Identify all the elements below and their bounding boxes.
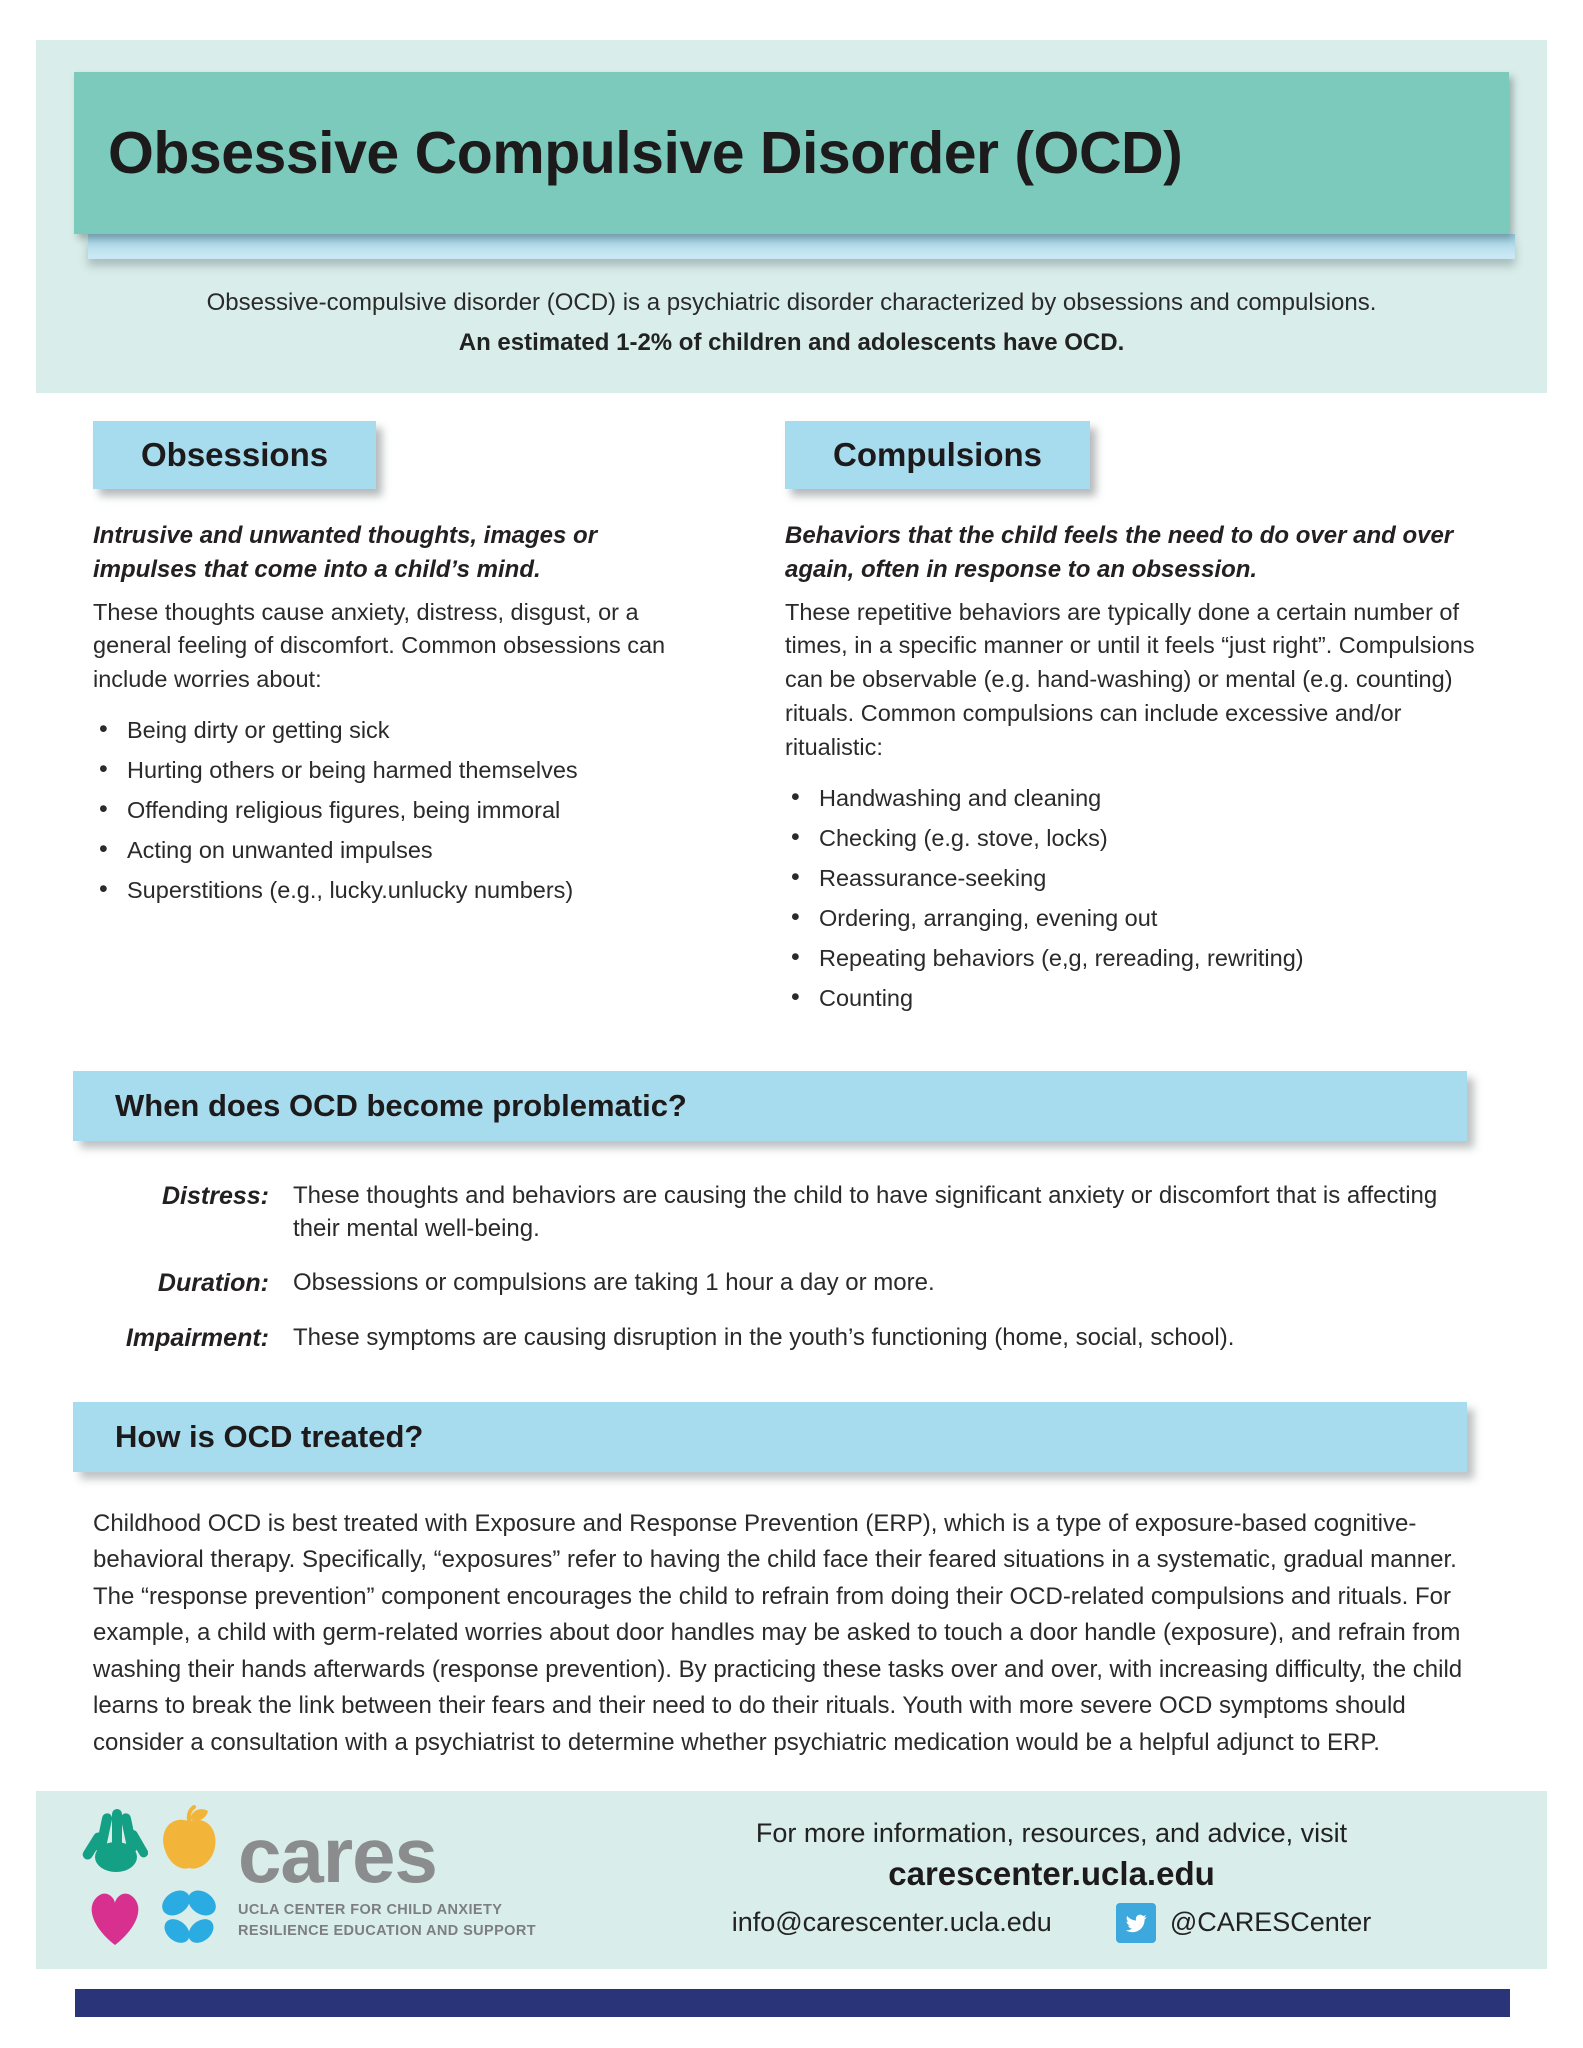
compulsions-heading-chip: Compulsions [785, 421, 1090, 489]
criteria-label: Impairment: [125, 1323, 269, 1352]
compulsions-list [785, 785, 1485, 1012]
cares-tagline-line2: RESILIENCE EDUCATION AND SUPPORT [238, 1923, 536, 1940]
hand-icon [82, 1805, 148, 1875]
compulsions-section [785, 421, 1485, 1025]
footer-info-line: For more information, resources, and advice, visit [755, 1817, 1348, 1848]
criteria-list [93, 1179, 1483, 1356]
intro-stat-text: An estimated 1-2% of children and adolescents have OCD. [458, 329, 1125, 356]
twitter-handle[interactable]: @CARESCenter [1169, 1907, 1372, 1938]
twitter-icon[interactable] [1116, 1903, 1156, 1943]
list-item: • Offending religious figures, being immoral [97, 797, 681, 824]
cares-tagline-line1: UCLA CENTER FOR CHILD ANXIETY [238, 1902, 503, 1919]
criteria-text: These symptoms are causing disruption in the youth’s functioning (home, social, school). [293, 1323, 1235, 1351]
compulsions-body: These repetitive behaviors are typically done a certain number of times, in a specific manner or until it feels “just right”. Compulsions can be observable (e.g. hand-washing) or mental (e.g. counting) rituals. Common compulsions can include excessive and/or ritualistic: [785, 598, 1475, 760]
problematic-banner [73, 1071, 1467, 1141]
compulsions-lead: Behaviors that the child feels the need to do over and over again, often in response to an obsession. [785, 522, 1454, 584]
twitter-row [1116, 1903, 1371, 1943]
criteria-text: These thoughts and behaviors are causing the child to have significant anxiety or discomfort that is affecting their mental well-being. [293, 1181, 1438, 1243]
cares-logo-icons [82, 1805, 222, 1955]
list-item: • Hurting others or being harmed themselves [97, 757, 681, 784]
criteria-text: Obsessions or compulsions are taking 1 hour a day or more. [293, 1268, 935, 1296]
criteria-label: Duration: [157, 1268, 269, 1297]
criteria-row-duration [93, 1266, 1483, 1301]
list-item: • Being dirty or getting sick [97, 717, 681, 744]
cares-logo-text [238, 1811, 536, 1942]
page-title: Obsessive Compulsive Disorder (OCD) [108, 120, 1183, 186]
website-link[interactable]: carescenter.ucla.edu [888, 1854, 1215, 1892]
list-item: • Acting on unwanted impulses [97, 837, 681, 864]
title-shadow-decoration [88, 234, 1515, 259]
obsessions-body: These thoughts cause anxiety, distress, disgust, or a general feeling of discomfort. Common obsessions can include worries about: [93, 598, 666, 693]
treatment-body: Childhood OCD is best treated with Exposure and Response Prevention (ERP), which is a type of exposure-based cognitive-behavioral therapy. Specifically, “exposures” refer to having the child face their feared situations in a systematic, gradual manner. The “response prevention” component encourages the child to refrain from doing their OCD-related compulsions and rituals. For example, a child with germ-related worries about door handles may be asked to touch a door handle (exposure), and refrain from washing their hands afterwards (response prevention). By practicing these tasks over and over, with increasing difficulty, the child learns to break the link between their fears and their need to do their rituals. Youth with more severe OCD symptoms should consider a consultation with a psychiatrist to determine whether psychiatric medication would be a helpful adjunct to ERP. [93, 1509, 1463, 1756]
page-title-box [74, 72, 1509, 234]
twitter-bird-icon [1122, 1909, 1150, 1937]
treatment-banner [73, 1402, 1467, 1472]
criteria-row-impairment [93, 1321, 1483, 1356]
list-item: • Handwashing and cleaning [789, 785, 1485, 812]
footer-contact-info [602, 1818, 1501, 1943]
obsessions-compulsions-columns [93, 421, 1547, 1025]
list-item: • Counting [789, 985, 1485, 1012]
obsessions-list [93, 717, 681, 904]
criteria-label: Distress: [162, 1181, 269, 1210]
bottom-bar-decoration [75, 1989, 1510, 2017]
cares-wordmark: cares [238, 1811, 437, 1900]
obsessions-section [93, 421, 681, 1025]
cares-tagline [238, 1900, 536, 1942]
list-item: • Repeating behaviors (e,g, rereading, rewriting) [789, 945, 1485, 972]
problematic-heading: When does OCD become problematic? [115, 1087, 687, 1123]
obsessions-heading-chip: Obsessions [93, 421, 376, 489]
email-link[interactable]: info@carescenter.ucla.edu [731, 1907, 1052, 1938]
criteria-row-distress [93, 1179, 1483, 1246]
list-item: • Superstitions (e.g., lucky.unlucky numbers) [97, 877, 681, 904]
butterfly-icon [156, 1883, 222, 1953]
treatment-heading: How is OCD treated? [115, 1418, 424, 1454]
intro-text: Obsessive-compulsive disorder (OCD) is a psychiatric disorder characterized by obsessions and compulsions. [206, 289, 1377, 316]
obsessions-lead: Intrusive and unwanted thoughts, images or impulses that come into a child’s mind. [93, 522, 598, 584]
list-item: • Reassurance-seeking [789, 865, 1485, 892]
cares-logo [82, 1805, 602, 1955]
footer-section [36, 1791, 1547, 1969]
hero-section [36, 40, 1547, 393]
footer-contact-row [602, 1903, 1501, 1943]
list-item: • Checking (e.g. stove, locks) [789, 825, 1485, 852]
heart-icon [82, 1883, 148, 1953]
list-item: • Ordering, arranging, evening out [789, 905, 1485, 932]
apple-icon [156, 1805, 222, 1875]
